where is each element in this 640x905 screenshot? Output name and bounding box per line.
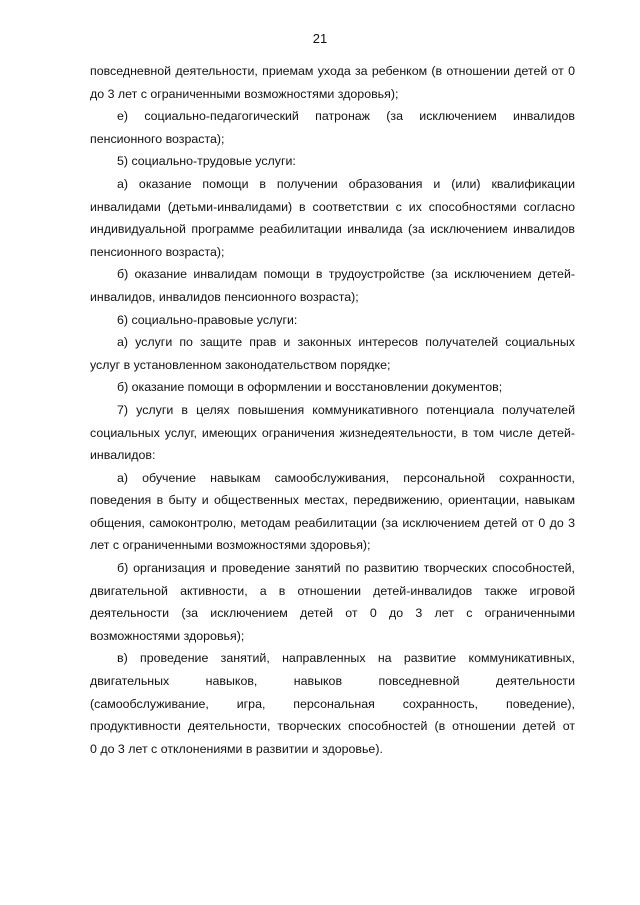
paragraph-continuation: повседневной деятельности, приемам ухода за ребенком (в отношении детей от 0 до 3 лет с ограниченными возможностями здоровья); — [90, 64, 575, 101]
paragraph-section-6-heading: 6) социально-правовые услуги: — [117, 312, 298, 327]
paragraph-line: 0 до 3 лет с отклонениями в развитии и здоровье). — [90, 741, 383, 756]
paragraph-item-a-education: а) оказание помощи в получении образования и (или) квалификации инвалидами (детьми-инвалидами) в соответствии с их способностями согласно индивидуальной программе реабилитации инвалида (за исключением инвалидов пенсионного возраста); — [90, 176, 575, 259]
paragraph-item-b-employment: б) оказание инвалидам помощи в трудоустройстве (за исключением детей-инвалидов, инвалидов пенсионного возраста); — [90, 267, 575, 304]
paragraph-line: (самообслуживание, игра, персональная сохранность, поведение), — [90, 696, 575, 711]
paragraph-item-a-self-care-training: а) обучение навыкам самообслуживания, персональной сохранности, поведения в быту и общественных местах, передвижению, ориентации, навыкам общения, самоконтролю, методам реабилитации (за исключением детей от 0 до 3 лет с ограниченными возможностями здоровья); — [90, 470, 575, 553]
paragraph-section-7-heading: 7) услуги в целях повышения коммуникативного потенциала получателей социальных услуг, имеющих ограничения жизнедеятельности, в том числе детей-инвалидов: — [90, 402, 575, 463]
paragraph-line: продуктивности деятельности, творческих способностей (в отношении детей от — [90, 719, 575, 734]
paragraph-section-5-heading: 5) социально-трудовые услуги: — [117, 154, 296, 169]
document-body — [90, 60, 575, 760]
paragraph-item-v-communication-classes — [90, 647, 575, 760]
paragraph-item-a-rights-protection: а) услуги по защите прав и законных интересов получателей социальных услуг в установленном законодательством порядке; — [90, 335, 575, 372]
paragraph-item-b-creative-activities: б) организация и проведение занятий по развитию творческих способностей, двигательной активности, а в отношении детей-инвалидов также игровой деятельности (за исключением детей от 0 до 3 лет с ограниченными возможностями здоровья); — [90, 561, 575, 643]
page-number: 21 — [312, 31, 328, 46]
paragraph-item-b-documents: б) оказание помощи в оформлении и восстановлении документов; — [117, 380, 503, 395]
paragraph-line: в) проведение занятий, направленных на развитие коммуникативных, — [117, 651, 575, 666]
paragraph-item-e-patronage: е) социально-педагогический патронаж (за исключением инвалидов пенсионного возраста); — [90, 109, 575, 146]
paragraph-line: двигательных навыков, навыков повседневной деятельности — [90, 674, 575, 689]
